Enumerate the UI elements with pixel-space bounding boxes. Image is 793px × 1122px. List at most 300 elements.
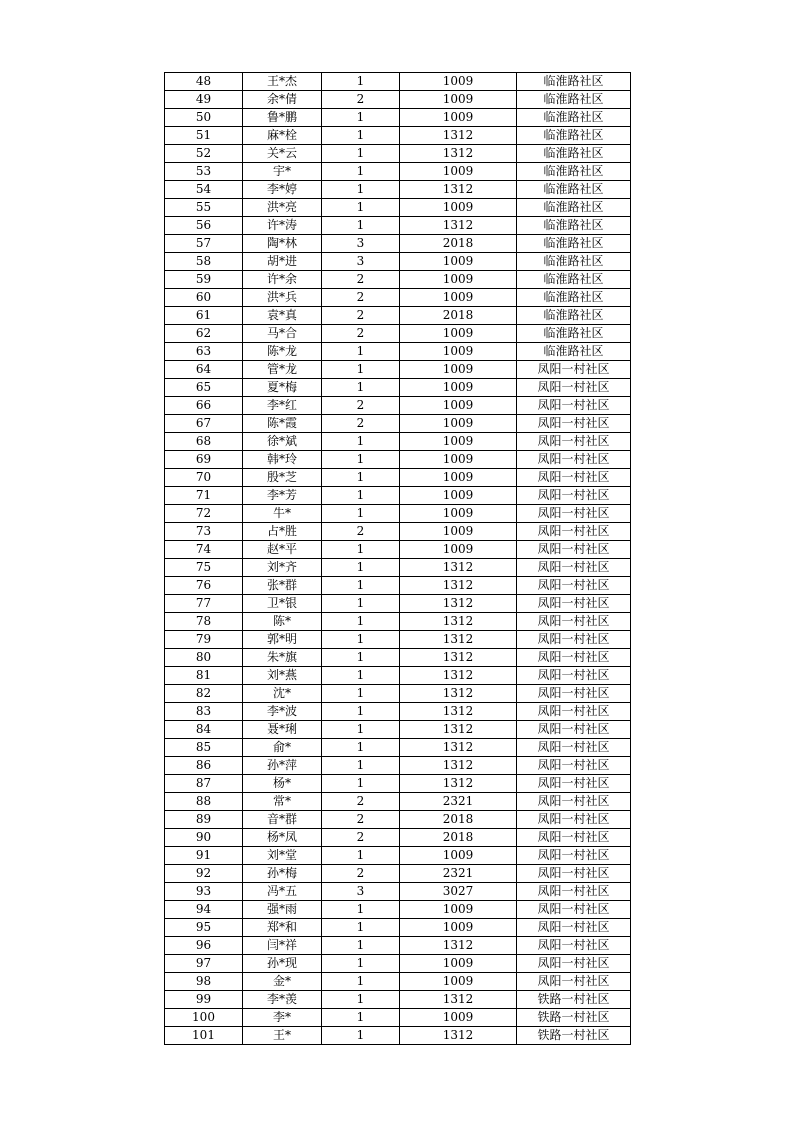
- household-count-cell: 1: [322, 757, 400, 775]
- table-row: [165, 1009, 631, 1027]
- household-count-cell: 1: [322, 487, 400, 505]
- community-cell: 凤阳一村社区: [517, 865, 631, 883]
- row-number-cell: 89: [165, 811, 243, 829]
- amount-cell: 1312: [400, 937, 517, 955]
- row-number-cell: 75: [165, 559, 243, 577]
- row-number-cell: 96: [165, 937, 243, 955]
- community-cell: 临淮路社区: [517, 145, 631, 163]
- community-cell: 凤阳一村社区: [517, 469, 631, 487]
- community-cell: 临淮路社区: [517, 217, 631, 235]
- household-count-cell: 1: [322, 685, 400, 703]
- amount-cell: 1009: [400, 451, 517, 469]
- household-count-cell: 1: [322, 667, 400, 685]
- community-cell: 凤阳一村社区: [517, 595, 631, 613]
- table-row: [165, 253, 631, 271]
- row-number-cell: 101: [165, 1027, 243, 1045]
- row-number-cell: 80: [165, 649, 243, 667]
- household-count-cell: 1: [322, 847, 400, 865]
- household-count-cell: 1: [322, 73, 400, 91]
- table-row: [165, 541, 631, 559]
- amount-cell: 2321: [400, 865, 517, 883]
- amount-cell: 1009: [400, 379, 517, 397]
- name-cell: 强*雨: [243, 901, 322, 919]
- community-cell: 凤阳一村社区: [517, 361, 631, 379]
- household-count-cell: 1: [322, 631, 400, 649]
- name-cell: 鲁*鹏: [243, 109, 322, 127]
- community-cell: 凤阳一村社区: [517, 685, 631, 703]
- row-number-cell: 100: [165, 1009, 243, 1027]
- row-number-cell: 95: [165, 919, 243, 937]
- name-cell: 袁*真: [243, 307, 322, 325]
- community-cell: 凤阳一村社区: [517, 649, 631, 667]
- table-row: [165, 595, 631, 613]
- table-row: [165, 199, 631, 217]
- row-number-cell: 78: [165, 613, 243, 631]
- household-count-cell: 1: [322, 451, 400, 469]
- community-cell: 凤阳一村社区: [517, 559, 631, 577]
- household-count-cell: 2: [322, 397, 400, 415]
- community-cell: 凤阳一村社区: [517, 847, 631, 865]
- row-number-cell: 57: [165, 235, 243, 253]
- name-cell: 洪*亮: [243, 199, 322, 217]
- amount-cell: 1312: [400, 991, 517, 1009]
- name-cell: 管*龙: [243, 361, 322, 379]
- row-number-cell: 83: [165, 703, 243, 721]
- community-cell: 铁路一村社区: [517, 1027, 631, 1045]
- table-row: [165, 667, 631, 685]
- amount-cell: 1009: [400, 847, 517, 865]
- name-cell: 赵*平: [243, 541, 322, 559]
- community-cell: 凤阳一村社区: [517, 487, 631, 505]
- name-cell: 张*群: [243, 577, 322, 595]
- name-cell: 占*胜: [243, 523, 322, 541]
- amount-cell: 1009: [400, 361, 517, 379]
- table-row: [165, 685, 631, 703]
- community-cell: 临淮路社区: [517, 271, 631, 289]
- community-cell: 凤阳一村社区: [517, 901, 631, 919]
- community-cell: 临淮路社区: [517, 253, 631, 271]
- table-row: [165, 793, 631, 811]
- household-count-cell: 2: [322, 811, 400, 829]
- row-number-cell: 85: [165, 739, 243, 757]
- amount-cell: 2018: [400, 829, 517, 847]
- name-cell: 刘*堂: [243, 847, 322, 865]
- household-count-cell: 1: [322, 937, 400, 955]
- name-cell: 郑*和: [243, 919, 322, 937]
- row-number-cell: 53: [165, 163, 243, 181]
- name-cell: 刘*齐: [243, 559, 322, 577]
- community-cell: 凤阳一村社区: [517, 703, 631, 721]
- community-cell: 临淮路社区: [517, 289, 631, 307]
- name-cell: 李*波: [243, 703, 322, 721]
- table-row: [165, 325, 631, 343]
- community-cell: 凤阳一村社区: [517, 523, 631, 541]
- amount-cell: 1312: [400, 739, 517, 757]
- household-count-cell: 2: [322, 271, 400, 289]
- table-row: [165, 487, 631, 505]
- row-number-cell: 48: [165, 73, 243, 91]
- name-cell: 陈*龙: [243, 343, 322, 361]
- community-cell: 凤阳一村社区: [517, 577, 631, 595]
- amount-cell: 1312: [400, 127, 517, 145]
- name-cell: 沈*: [243, 685, 322, 703]
- table-row: [165, 271, 631, 289]
- community-cell: 凤阳一村社区: [517, 919, 631, 937]
- community-cell: 临淮路社区: [517, 163, 631, 181]
- community-cell: 凤阳一村社区: [517, 541, 631, 559]
- row-number-cell: 72: [165, 505, 243, 523]
- table-row: [165, 91, 631, 109]
- amount-cell: 1009: [400, 415, 517, 433]
- row-number-cell: 60: [165, 289, 243, 307]
- row-number-cell: 51: [165, 127, 243, 145]
- amount-cell: 1009: [400, 91, 517, 109]
- name-cell: 刘*燕: [243, 667, 322, 685]
- household-count-cell: 2: [322, 289, 400, 307]
- amount-cell: 1009: [400, 397, 517, 415]
- amount-cell: 1312: [400, 595, 517, 613]
- beneficiary-table: [164, 72, 631, 1045]
- amount-cell: 1312: [400, 757, 517, 775]
- table-row: [165, 433, 631, 451]
- amount-cell: 1009: [400, 505, 517, 523]
- community-cell: 凤阳一村社区: [517, 829, 631, 847]
- row-number-cell: 54: [165, 181, 243, 199]
- table-row: [165, 937, 631, 955]
- table-row: [165, 451, 631, 469]
- row-number-cell: 69: [165, 451, 243, 469]
- table-row: [165, 217, 631, 235]
- community-cell: 临淮路社区: [517, 325, 631, 343]
- row-number-cell: 79: [165, 631, 243, 649]
- amount-cell: 1009: [400, 289, 517, 307]
- row-number-cell: 68: [165, 433, 243, 451]
- community-cell: 凤阳一村社区: [517, 415, 631, 433]
- name-cell: 徐*斌: [243, 433, 322, 451]
- row-number-cell: 59: [165, 271, 243, 289]
- household-count-cell: 1: [322, 775, 400, 793]
- community-cell: 凤阳一村社区: [517, 811, 631, 829]
- community-cell: 凤阳一村社区: [517, 973, 631, 991]
- household-count-cell: 2: [322, 415, 400, 433]
- row-number-cell: 55: [165, 199, 243, 217]
- household-count-cell: 1: [322, 703, 400, 721]
- row-number-cell: 65: [165, 379, 243, 397]
- table-row: [165, 883, 631, 901]
- row-number-cell: 87: [165, 775, 243, 793]
- household-count-cell: 1: [322, 181, 400, 199]
- community-cell: 临淮路社区: [517, 181, 631, 199]
- amount-cell: 1312: [400, 613, 517, 631]
- name-cell: 杨*: [243, 775, 322, 793]
- amount-cell: 1009: [400, 253, 517, 271]
- community-cell: 凤阳一村社区: [517, 451, 631, 469]
- community-cell: 临淮路社区: [517, 307, 631, 325]
- name-cell: 李*: [243, 1009, 322, 1027]
- name-cell: 王*杰: [243, 73, 322, 91]
- community-cell: 铁路一村社区: [517, 991, 631, 1009]
- amount-cell: 3027: [400, 883, 517, 901]
- name-cell: 陈*: [243, 613, 322, 631]
- row-number-cell: 62: [165, 325, 243, 343]
- name-cell: 常*: [243, 793, 322, 811]
- community-cell: 凤阳一村社区: [517, 721, 631, 739]
- household-count-cell: 1: [322, 361, 400, 379]
- amount-cell: 1009: [400, 955, 517, 973]
- amount-cell: 1009: [400, 901, 517, 919]
- community-cell: 凤阳一村社区: [517, 667, 631, 685]
- row-number-cell: 97: [165, 955, 243, 973]
- name-cell: 李*婷: [243, 181, 322, 199]
- household-count-cell: 1: [322, 469, 400, 487]
- table-row: [165, 865, 631, 883]
- community-cell: 凤阳一村社区: [517, 883, 631, 901]
- name-cell: 殷*芝: [243, 469, 322, 487]
- household-count-cell: 1: [322, 505, 400, 523]
- amount-cell: 2018: [400, 235, 517, 253]
- amount-cell: 1009: [400, 271, 517, 289]
- name-cell: 音*群: [243, 811, 322, 829]
- table-row: [165, 127, 631, 145]
- amount-cell: 1312: [400, 667, 517, 685]
- household-count-cell: 2: [322, 829, 400, 847]
- name-cell: 王*: [243, 1027, 322, 1045]
- community-cell: 凤阳一村社区: [517, 379, 631, 397]
- amount-cell: 2018: [400, 307, 517, 325]
- community-cell: 凤阳一村社区: [517, 631, 631, 649]
- table-body: [165, 73, 631, 1045]
- amount-cell: 1312: [400, 721, 517, 739]
- amount-cell: 2321: [400, 793, 517, 811]
- table-row: [165, 181, 631, 199]
- row-number-cell: 66: [165, 397, 243, 415]
- household-count-cell: 1: [322, 433, 400, 451]
- name-cell: 麻*栓: [243, 127, 322, 145]
- name-cell: 朱*旗: [243, 649, 322, 667]
- name-cell: 孙*梅: [243, 865, 322, 883]
- household-count-cell: 1: [322, 901, 400, 919]
- name-cell: 余*倩: [243, 91, 322, 109]
- amount-cell: 1312: [400, 631, 517, 649]
- table-row: [165, 505, 631, 523]
- amount-cell: 1312: [400, 577, 517, 595]
- household-count-cell: 1: [322, 379, 400, 397]
- table-row: [165, 847, 631, 865]
- row-number-cell: 61: [165, 307, 243, 325]
- table-row: [165, 73, 631, 91]
- amount-cell: 2018: [400, 811, 517, 829]
- table-row: [165, 361, 631, 379]
- household-count-cell: 1: [322, 595, 400, 613]
- table-row: [165, 721, 631, 739]
- row-number-cell: 64: [165, 361, 243, 379]
- table-row: [165, 289, 631, 307]
- community-cell: 凤阳一村社区: [517, 775, 631, 793]
- row-number-cell: 81: [165, 667, 243, 685]
- household-count-cell: 1: [322, 613, 400, 631]
- household-count-cell: 2: [322, 865, 400, 883]
- amount-cell: 1009: [400, 919, 517, 937]
- household-count-cell: 2: [322, 793, 400, 811]
- amount-cell: 1312: [400, 217, 517, 235]
- community-cell: 铁路一村社区: [517, 1009, 631, 1027]
- household-count-cell: 1: [322, 649, 400, 667]
- row-number-cell: 82: [165, 685, 243, 703]
- household-count-cell: 1: [322, 217, 400, 235]
- amount-cell: 1009: [400, 343, 517, 361]
- table-row: [165, 739, 631, 757]
- household-count-cell: 1: [322, 577, 400, 595]
- table-row: [165, 1027, 631, 1045]
- name-cell: 夏*梅: [243, 379, 322, 397]
- row-number-cell: 93: [165, 883, 243, 901]
- community-cell: 临淮路社区: [517, 343, 631, 361]
- household-count-cell: 1: [322, 991, 400, 1009]
- household-count-cell: 1: [322, 343, 400, 361]
- table-row: [165, 469, 631, 487]
- community-cell: 临淮路社区: [517, 91, 631, 109]
- community-cell: 凤阳一村社区: [517, 739, 631, 757]
- amount-cell: 1009: [400, 973, 517, 991]
- table-row: [165, 919, 631, 937]
- row-number-cell: 74: [165, 541, 243, 559]
- table-row: [165, 901, 631, 919]
- amount-cell: 1009: [400, 523, 517, 541]
- row-number-cell: 70: [165, 469, 243, 487]
- table-row: [165, 811, 631, 829]
- table-row: [165, 703, 631, 721]
- household-count-cell: 2: [322, 523, 400, 541]
- amount-cell: 1312: [400, 559, 517, 577]
- row-number-cell: 52: [165, 145, 243, 163]
- name-cell: 闫*祥: [243, 937, 322, 955]
- community-cell: 凤阳一村社区: [517, 793, 631, 811]
- table-row: [165, 991, 631, 1009]
- row-number-cell: 88: [165, 793, 243, 811]
- name-cell: 陈*霞: [243, 415, 322, 433]
- row-number-cell: 77: [165, 595, 243, 613]
- name-cell: 马*合: [243, 325, 322, 343]
- amount-cell: 1009: [400, 163, 517, 181]
- row-number-cell: 90: [165, 829, 243, 847]
- row-number-cell: 94: [165, 901, 243, 919]
- amount-cell: 1009: [400, 325, 517, 343]
- table-row: [165, 415, 631, 433]
- name-cell: 许*余: [243, 271, 322, 289]
- household-count-cell: 2: [322, 91, 400, 109]
- table-row: [165, 307, 631, 325]
- amount-cell: 1009: [400, 541, 517, 559]
- amount-cell: 1009: [400, 73, 517, 91]
- name-cell: 牛*: [243, 505, 322, 523]
- row-number-cell: 92: [165, 865, 243, 883]
- name-cell: 孙*现: [243, 955, 322, 973]
- household-count-cell: 2: [322, 325, 400, 343]
- amount-cell: 1009: [400, 1009, 517, 1027]
- table-row: [165, 559, 631, 577]
- table-row: [165, 397, 631, 415]
- amount-cell: 1312: [400, 775, 517, 793]
- row-number-cell: 76: [165, 577, 243, 595]
- household-count-cell: 1: [322, 109, 400, 127]
- community-cell: 临淮路社区: [517, 235, 631, 253]
- table-row: [165, 235, 631, 253]
- household-count-cell: 1: [322, 145, 400, 163]
- name-cell: 孙*萍: [243, 757, 322, 775]
- community-cell: 凤阳一村社区: [517, 937, 631, 955]
- household-count-cell: 2: [322, 307, 400, 325]
- household-count-cell: 3: [322, 883, 400, 901]
- row-number-cell: 50: [165, 109, 243, 127]
- name-cell: 陶*林: [243, 235, 322, 253]
- household-count-cell: 1: [322, 955, 400, 973]
- name-cell: 胡*进: [243, 253, 322, 271]
- row-number-cell: 71: [165, 487, 243, 505]
- community-cell: 凤阳一村社区: [517, 433, 631, 451]
- household-count-cell: 3: [322, 235, 400, 253]
- household-count-cell: 1: [322, 199, 400, 217]
- row-number-cell: 58: [165, 253, 243, 271]
- amount-cell: 1312: [400, 145, 517, 163]
- name-cell: 冯*五: [243, 883, 322, 901]
- household-count-cell: 3: [322, 253, 400, 271]
- table-row: [165, 577, 631, 595]
- name-cell: 李*红: [243, 397, 322, 415]
- community-cell: 凤阳一村社区: [517, 757, 631, 775]
- amount-cell: 1009: [400, 487, 517, 505]
- name-cell: 李*羡: [243, 991, 322, 1009]
- table-row: [165, 631, 631, 649]
- table-row: [165, 775, 631, 793]
- table-row: [165, 613, 631, 631]
- table-row: [165, 379, 631, 397]
- row-number-cell: 98: [165, 973, 243, 991]
- row-number-cell: 86: [165, 757, 243, 775]
- table-row: [165, 955, 631, 973]
- household-count-cell: 1: [322, 127, 400, 145]
- row-number-cell: 73: [165, 523, 243, 541]
- community-cell: 临淮路社区: [517, 73, 631, 91]
- amount-cell: 1009: [400, 433, 517, 451]
- amount-cell: 1312: [400, 685, 517, 703]
- household-count-cell: 1: [322, 559, 400, 577]
- amount-cell: 1009: [400, 109, 517, 127]
- name-cell: 洪*兵: [243, 289, 322, 307]
- row-number-cell: 99: [165, 991, 243, 1009]
- amount-cell: 1312: [400, 649, 517, 667]
- name-cell: 杨*凤: [243, 829, 322, 847]
- name-cell: 宇*: [243, 163, 322, 181]
- amount-cell: 1312: [400, 181, 517, 199]
- row-number-cell: 84: [165, 721, 243, 739]
- row-number-cell: 91: [165, 847, 243, 865]
- row-number-cell: 67: [165, 415, 243, 433]
- community-cell: 临淮路社区: [517, 199, 631, 217]
- amount-cell: 1312: [400, 1027, 517, 1045]
- name-cell: 李*芳: [243, 487, 322, 505]
- name-cell: 卫*银: [243, 595, 322, 613]
- community-cell: 凤阳一村社区: [517, 505, 631, 523]
- table-row: [165, 343, 631, 361]
- household-count-cell: 1: [322, 541, 400, 559]
- community-cell: 凤阳一村社区: [517, 955, 631, 973]
- name-cell: 韩*玲: [243, 451, 322, 469]
- table-row: [165, 523, 631, 541]
- household-count-cell: 1: [322, 1009, 400, 1027]
- table-row: [165, 145, 631, 163]
- table-row: [165, 973, 631, 991]
- name-cell: 关*云: [243, 145, 322, 163]
